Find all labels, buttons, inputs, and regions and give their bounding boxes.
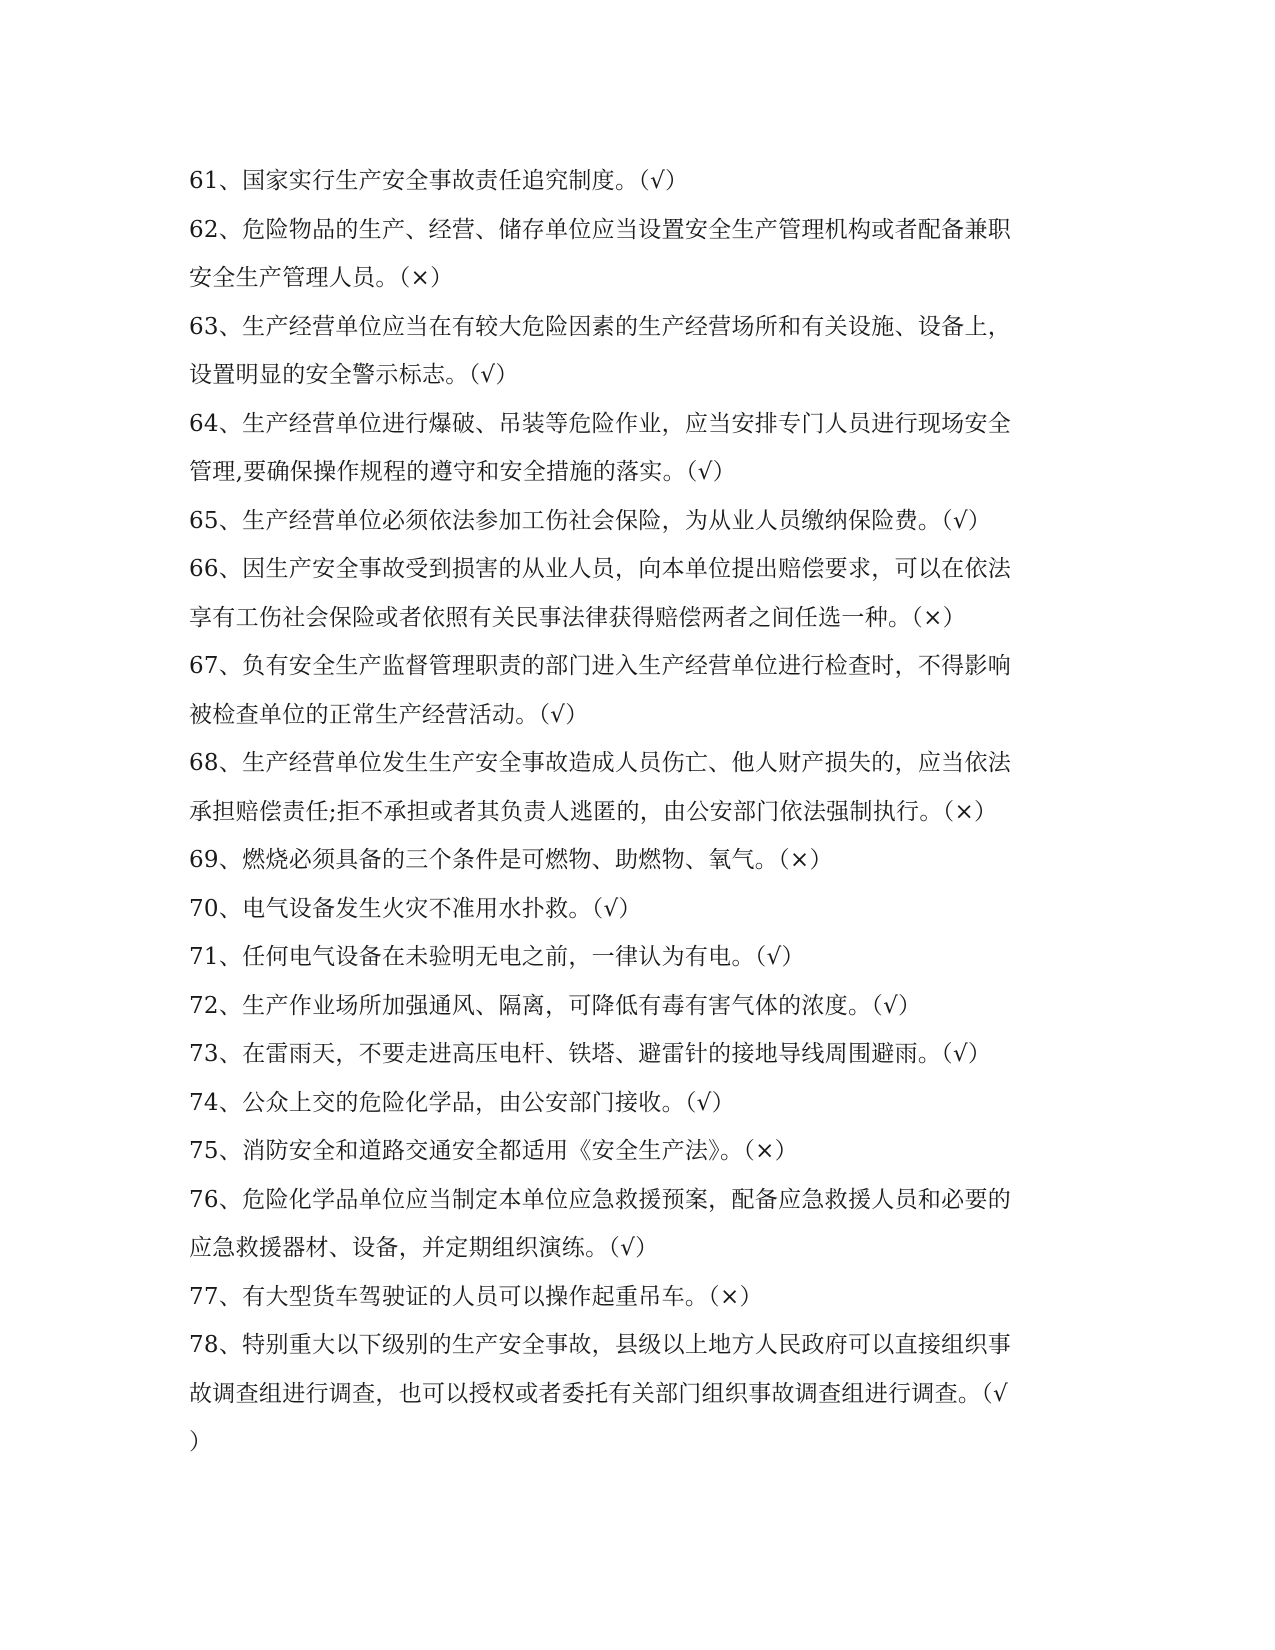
question-list	[189, 157, 1069, 1467]
question-line: 设置明显的安全警示标志。（√）	[189, 362, 519, 388]
question-line: 应急救援器材、设备，并定期组织演练。（√）	[189, 1235, 659, 1261]
question-line: 72、生产作业场所加强通风、隔离，可降低有毒有害气体的浓度。（√）	[189, 992, 922, 1019]
question-item	[189, 642, 1069, 739]
question-line: 73、在雷雨天，不要走进高压电杆、铁塔、避雷针的接地导线周围避雨。（√）	[189, 1041, 992, 1067]
question-item	[189, 1030, 1069, 1079]
question-line: 被检查单位的正常生产经营活动。（√）	[189, 701, 589, 728]
question-item	[189, 1176, 1069, 1273]
question-line: 67、负有安全生产监督管理职责的部门进入生产经营单位进行检查时，不得影响	[189, 653, 1012, 679]
question-line: 71、任何电气设备在未验明无电之前，一律认为有电。（√）	[189, 944, 805, 970]
question-item	[189, 1127, 1069, 1176]
question-item	[189, 933, 1069, 982]
question-item	[189, 206, 1069, 303]
question-line: 74、公众上交的危险化学品，由公安部门接收。（√）	[189, 1089, 735, 1116]
question-line: 64、生产经营单位进行爆破、吊装等危险作业，应当安排专门人员进行现场安全	[189, 410, 1012, 437]
question-line: 61、国家实行生产安全事故责任追究制度。（√）	[189, 168, 689, 194]
question-item	[189, 1273, 1069, 1322]
question-line: 76、危险化学品单位应当制定本单位应急救援预案，配备应急救援人员和必要的	[189, 1186, 1012, 1213]
question-line: 管理,要确保操作规程的遵守和安全措施的落实。（√）	[189, 459, 736, 485]
question-item	[189, 836, 1069, 885]
question-line: 77、有大型货车驾驶证的人员可以操作起重吊车。（×）	[189, 1283, 763, 1310]
question-line: 66、因生产安全事故受到损害的从业人员，向本单位提出赔偿要求，可以在依法	[189, 556, 1012, 582]
question-item	[189, 303, 1069, 400]
question-item	[189, 545, 1069, 642]
question-line: ）	[189, 1429, 213, 1455]
question-item	[189, 885, 1069, 934]
question-line: 68、生产经营单位发生生产安全事故造成人员伤亡、他人财产损失的，应当依法	[189, 750, 1012, 776]
question-line: 78、特别重大以下级别的生产安全事故，县级以上地方人民政府可以直接组织事	[189, 1332, 1012, 1358]
question-item	[189, 400, 1069, 497]
question-line: 65、生产经营单位必须依法参加工伤社会保险，为从业人员缴纳保险费。（√）	[189, 507, 992, 534]
question-line: 70、电气设备发生火灾不准用水扑救。（√）	[189, 895, 642, 922]
question-line: 62、危险物品的生产、经营、储存单位应当设置安全生产管理机构或者配备兼职	[189, 216, 1012, 243]
question-item	[189, 739, 1069, 836]
question-line: 故调查组进行调查，也可以授权或者委托有关部门组织事故调查组进行调查。（√	[189, 1380, 1008, 1407]
question-line: 75、消防安全和道路交通安全都适用《安全生产法》。（×）	[189, 1138, 798, 1164]
question-item	[189, 1079, 1069, 1128]
question-item	[189, 157, 1069, 206]
question-item	[189, 982, 1069, 1031]
question-line: 安全生产管理人员。（×）	[189, 265, 454, 291]
question-line: 69、燃烧必须具备的三个条件是可燃物、助燃物、氧气。（×）	[189, 847, 833, 873]
question-line: 63、生产经营单位应当在有较大危险因素的生产经营场所和有关设施、设备上，	[189, 313, 1012, 340]
question-item	[189, 1321, 1069, 1467]
question-line: 承担赔偿责任;拒不承担或者其负责人逃匿的，由公安部门依法强制执行。（×）	[189, 798, 998, 825]
question-line: 享有工伤社会保险或者依照有关民事法律获得赔偿两者之间任选一种。（×）	[189, 604, 966, 631]
question-item	[189, 497, 1069, 546]
